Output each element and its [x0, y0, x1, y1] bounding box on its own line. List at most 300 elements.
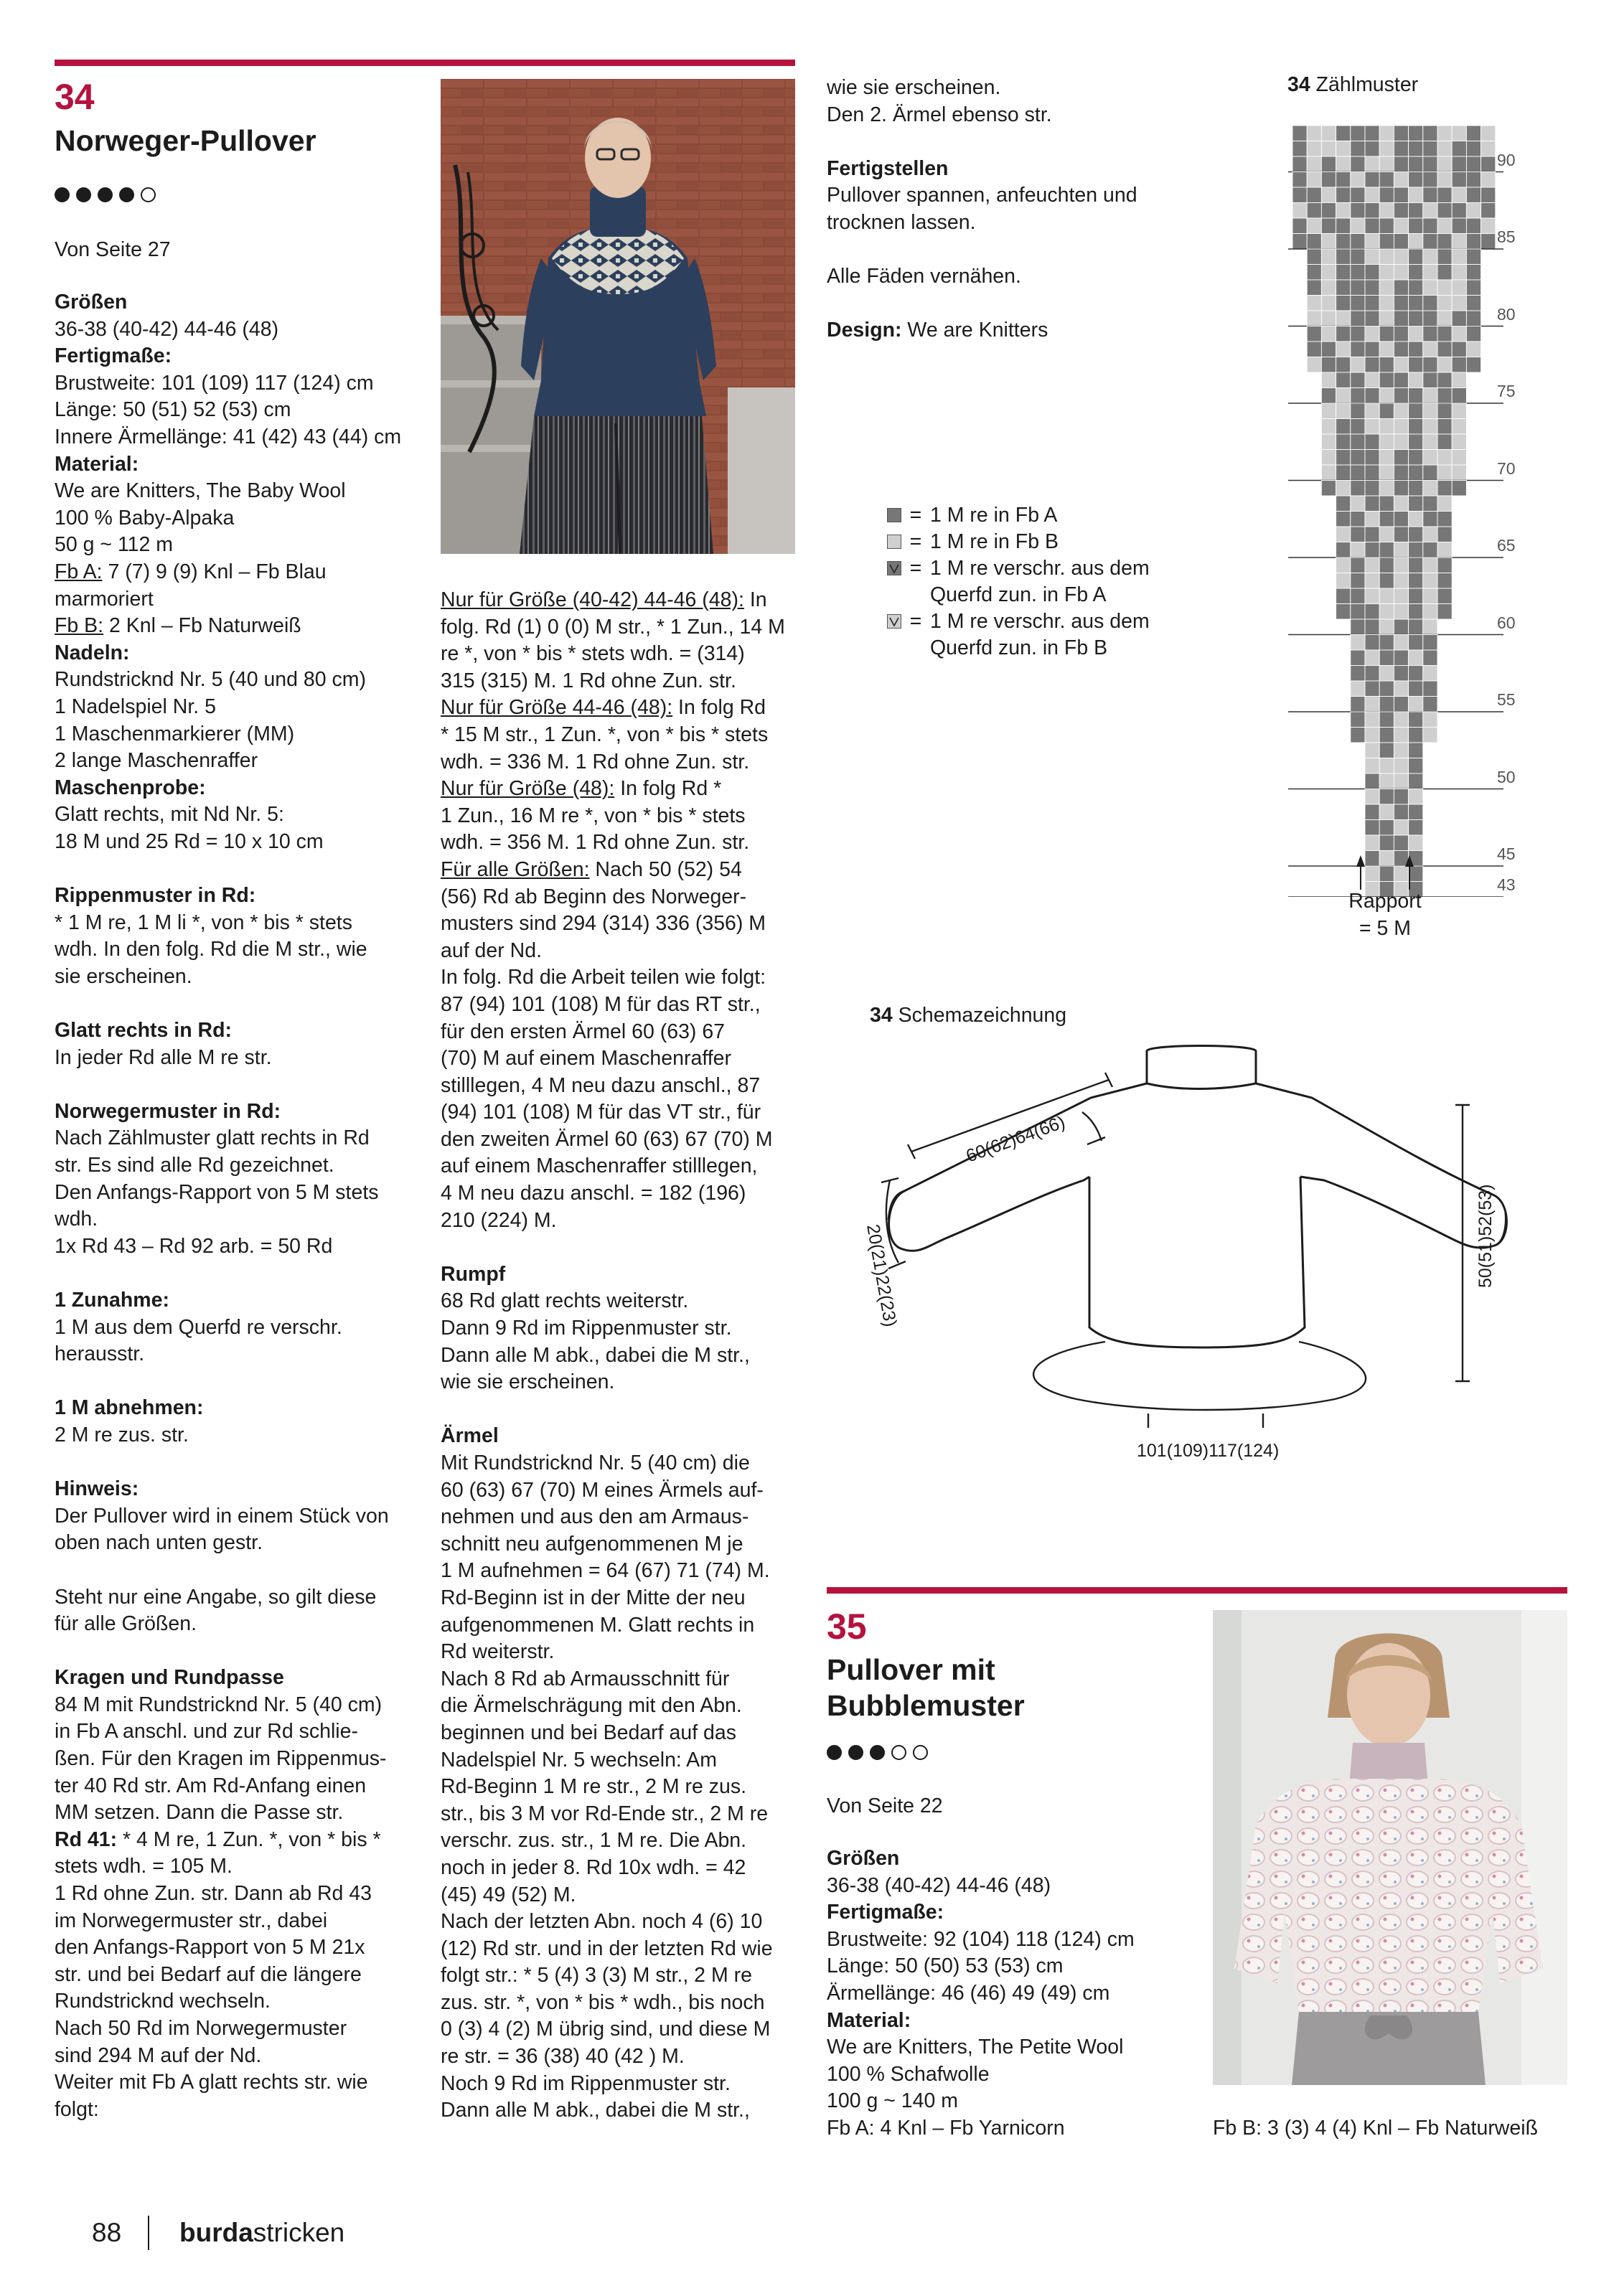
chart-cell	[1437, 218, 1452, 234]
chart-cell	[1394, 512, 1408, 527]
text: In	[743, 588, 767, 611]
text: zus. str. *, von * bis * wdh., bis noch	[441, 1990, 765, 2014]
photo-caption-35: Fb B: 3 (3) 4 (4) Knl – Fb Naturweiß	[1213, 2117, 1538, 2140]
size-qualifier: Nur für Größe (40-42) 44-46 (48):	[441, 588, 744, 611]
rating-dot-filled	[870, 1745, 885, 1760]
subheading	[827, 2008, 1200, 2035]
text-line	[441, 1315, 814, 1342]
size-qualifier: Fb B:	[55, 614, 104, 638]
chart-cell	[1351, 496, 1365, 512]
text-line	[441, 1827, 814, 1855]
chart-cell	[1423, 419, 1437, 435]
chart-cell	[1409, 326, 1423, 342]
subheading	[55, 451, 428, 479]
chart-cell	[1365, 249, 1379, 265]
chart-cell	[1336, 388, 1351, 404]
text: marmoriert	[55, 587, 154, 611]
chart-cell	[1351, 172, 1365, 188]
chart-cell	[1336, 342, 1351, 357]
text-line	[55, 1881, 428, 1908]
legend-item	[887, 502, 1224, 529]
text: sind 294 M auf der Nd.	[55, 2043, 262, 2067]
chart-cell	[1351, 635, 1365, 651]
chart-cell	[1321, 450, 1336, 466]
chart-cell	[1481, 141, 1496, 157]
text-line	[441, 1288, 814, 1315]
chart-cell	[1466, 187, 1480, 203]
chart-cell	[1394, 697, 1408, 712]
text-line	[441, 1531, 814, 1558]
text: 1 Zun., 16 M re *, von * bis * stets	[441, 804, 746, 827]
chart-cell	[1394, 758, 1408, 774]
text: folg. Rd (1) 0 (0) M str., * 1 Zun., 14 M	[441, 615, 785, 639]
chart-cell	[1409, 419, 1423, 435]
source-page-reference-35: Von Seite 22	[827, 1794, 943, 1817]
text: re str. = 36 (38) 40 (42 ) M.	[441, 2045, 685, 2069]
chart-cell	[1307, 141, 1321, 157]
text-line	[827, 2034, 1200, 2061]
colorwork-chart	[1288, 126, 1503, 897]
chart-cell	[1365, 481, 1379, 497]
subheading	[55, 289, 428, 316]
chart-cell	[1409, 465, 1423, 481]
chart-cell	[1365, 820, 1379, 836]
chart-cell	[1394, 712, 1408, 728]
chart-cell	[1336, 481, 1351, 497]
chart-cell	[1351, 141, 1365, 157]
chart-cell	[1379, 557, 1394, 573]
chart-label: Zählmuster	[1315, 73, 1419, 96]
chart-cell	[1481, 234, 1496, 250]
chart-cell	[1379, 804, 1394, 820]
chart-number: 34	[1287, 73, 1310, 96]
chart-cell	[1379, 234, 1394, 250]
chart-cell	[1351, 650, 1365, 666]
chart-cell	[1423, 681, 1437, 697]
spacer	[55, 1557, 428, 1584]
chart-cell	[1409, 666, 1423, 682]
chart-cell	[1437, 187, 1452, 203]
chart-cell	[1437, 156, 1452, 172]
chart-cell	[1409, 635, 1423, 651]
chart-cell	[1423, 588, 1437, 604]
chart-cell	[1409, 728, 1423, 743]
text: schnitt neu aufgenommenen M je	[441, 1532, 743, 1556]
text: Mit Rundstricknd Nr. 5 (40 cm) die	[441, 1452, 750, 1474]
chart-cell	[1351, 388, 1365, 404]
text: den zweiten Ärmel 60 (63) 67 (70) M	[441, 1127, 773, 1151]
chart-cell	[1351, 126, 1365, 141]
chart-cell	[1394, 666, 1408, 682]
section-divider	[55, 60, 795, 66]
text-line	[55, 397, 428, 424]
subheading	[827, 1899, 1200, 1926]
chart-cell	[1365, 773, 1379, 789]
chart-cell	[1321, 311, 1336, 326]
text-line	[441, 776, 814, 803]
text: 1 M aufnehmen = 64 (67) 71 (74) M.	[441, 1559, 770, 1583]
chart-cell	[1394, 635, 1408, 651]
text-line	[55, 559, 428, 586]
chart-cell	[1452, 249, 1466, 265]
chart-row-label: 75	[1497, 382, 1516, 400]
chart-cell	[1336, 465, 1351, 481]
text: * 4 M re, 1 Zun. *, von * bis *	[117, 1827, 381, 1851]
subheading	[55, 1665, 428, 1692]
increase-symbol-swatch	[887, 561, 901, 575]
schema-label-width: 101(109)117(124)	[1137, 1441, 1280, 1461]
text: ter 40 Rd str. Am Rd-Anfang einen	[55, 1774, 367, 1797]
text: die Ärmelschrägung mit den Abn.	[441, 1694, 742, 1718]
text-line	[441, 722, 814, 749]
chart-row-label: 70	[1497, 458, 1516, 478]
chart-cell	[1321, 357, 1336, 373]
chart-cell	[1379, 265, 1394, 281]
text-line	[441, 911, 814, 938]
chart-cell	[1365, 388, 1379, 404]
instructions-column-35	[827, 1845, 1200, 2142]
text: (70) M auf einem Maschenraffer	[441, 1047, 731, 1071]
text-line	[55, 1718, 428, 1746]
chart-cell	[1423, 465, 1437, 481]
chart-cell	[1292, 172, 1307, 188]
text: 60 (63) 67 (70) M eines Ärmels auf-	[441, 1478, 764, 1502]
chart-cell	[1437, 512, 1452, 527]
text: Fertigstellen	[827, 156, 949, 180]
text-line	[55, 505, 428, 532]
text: Nach 50 (52) 54	[589, 857, 742, 881]
chart-cell	[1409, 296, 1423, 311]
text: im Norwegermuster str., dabei	[55, 1909, 328, 1932]
chart-row-label: 90	[1497, 150, 1516, 169]
chart-cell	[1336, 573, 1351, 589]
text-line	[441, 1558, 814, 1585]
chart-cell	[1452, 156, 1466, 172]
text: auf einem Maschenraffer stilllegen,	[441, 1154, 758, 1178]
chart-cell	[1394, 372, 1408, 388]
chart-cell	[1379, 697, 1394, 712]
text-line	[827, 1980, 1200, 2008]
chart-row-labels	[1497, 126, 1540, 900]
text-line	[827, 2088, 1200, 2115]
chart-cell	[1394, 403, 1408, 419]
text-line	[55, 667, 428, 694]
rating-dot-filled	[827, 1745, 842, 1760]
text-line	[441, 803, 814, 830]
chart-cell	[1409, 126, 1423, 141]
text: Nach 8 Rd ab Armausschnitt für	[441, 1667, 730, 1690]
text: 36-38 (40-42) 44-46 (48)	[55, 317, 279, 341]
chart-cell	[1365, 542, 1379, 558]
subheading	[55, 343, 428, 370]
chart-cell	[1379, 758, 1394, 774]
text: beginnen und bei Bedarf auf das	[441, 1721, 736, 1744]
chart-cell	[1379, 573, 1394, 589]
chart-cell	[1394, 557, 1408, 573]
chart-cell	[1365, 681, 1379, 697]
text: wie sie erscheinen.	[441, 1370, 615, 1394]
chart-cell	[1437, 357, 1452, 373]
schema-label: Schemazeichnung	[898, 1004, 1067, 1027]
text: auf der Nd.	[441, 938, 542, 962]
chart-cell	[1394, 496, 1408, 512]
chart-cell	[1351, 512, 1365, 527]
chart-cell	[1307, 172, 1321, 188]
chart-cell	[1394, 588, 1408, 604]
schematic-drawing	[861, 1040, 1550, 1485]
chart-cell	[1307, 126, 1321, 141]
chart-cell	[1394, 650, 1408, 666]
chart-cell	[1321, 326, 1336, 342]
chart-cell	[1321, 372, 1336, 388]
chart-cell	[1351, 681, 1365, 697]
chart-cell	[1379, 820, 1394, 836]
chart-cell	[1336, 496, 1351, 512]
chart-cell	[1365, 326, 1379, 342]
chart-cell	[1409, 697, 1423, 712]
chart-cell	[1394, 804, 1408, 820]
legend-item	[887, 555, 1224, 608]
chart-cell	[1365, 743, 1379, 758]
chart-cell	[1379, 835, 1394, 851]
chart-cell	[1379, 773, 1394, 789]
chart-cell	[1379, 712, 1394, 728]
chart-cell	[1379, 126, 1394, 141]
text: wie sie erscheinen.	[827, 76, 1001, 99]
chart-cell	[1394, 296, 1408, 311]
text: Material:	[55, 452, 139, 476]
chart-cell	[1394, 542, 1408, 558]
text-line	[55, 1584, 428, 1612]
chart-cell	[1307, 218, 1321, 234]
chart-cell	[1292, 187, 1307, 203]
chart-cell	[1292, 126, 1307, 141]
chart-cell	[1437, 372, 1452, 388]
chart-cell	[1365, 588, 1379, 604]
subheading	[55, 640, 428, 667]
chart-cell	[1307, 156, 1321, 172]
text-line	[441, 1153, 814, 1180]
chart-cell	[1409, 743, 1423, 758]
chart-cell	[1365, 218, 1379, 234]
chart-cell	[1409, 342, 1423, 357]
text-line	[441, 2016, 814, 2043]
schema-label-cuff: 20(21)22(23)	[863, 1223, 901, 1329]
chart-cell	[1423, 342, 1437, 357]
chart-cell	[1423, 450, 1437, 466]
text: Fertigmaße:	[827, 1901, 944, 1924]
chart-cell	[1351, 604, 1365, 620]
chart-cell	[1321, 434, 1336, 450]
subheading	[55, 1287, 428, 1314]
text-line	[55, 586, 428, 613]
text-line	[441, 587, 814, 614]
chart-cell	[1452, 357, 1466, 373]
chart-cell	[1365, 203, 1379, 219]
subheading	[55, 1098, 428, 1126]
rating-dot-empty	[141, 187, 156, 202]
text: 100 g ~ 140 m	[827, 2089, 959, 2113]
text-line	[441, 857, 814, 884]
chart-cell	[1437, 280, 1452, 296]
chart-cell	[1379, 681, 1394, 697]
text: Rd-Beginn ist in der Mitte der neu	[441, 1586, 746, 1609]
chart-cell	[1336, 557, 1351, 573]
text-line	[55, 1341, 428, 1368]
chart-cell	[1409, 372, 1423, 388]
section-divider-2	[827, 1587, 1567, 1594]
chart-cell	[1336, 588, 1351, 604]
chart-cell	[1321, 141, 1336, 157]
chart-cell	[1321, 481, 1336, 497]
chart-cell	[1423, 635, 1437, 651]
subheading	[55, 1017, 428, 1045]
text: folgt:	[55, 2097, 99, 2121]
text: Maschenprobe:	[55, 776, 206, 799]
chart-cell	[1394, 265, 1408, 281]
chart-cell	[1379, 450, 1394, 466]
chart-cell	[1365, 141, 1379, 157]
size-qualifier: Für alle Größen:	[441, 857, 590, 881]
rating-dot-empty	[891, 1745, 906, 1760]
legend-equals: =	[909, 504, 922, 527]
chart-cell	[1336, 403, 1351, 419]
brand-logo	[179, 2219, 344, 2247]
chart-cell	[1409, 588, 1423, 604]
text: Größen	[827, 1847, 900, 1870]
text-line	[441, 1208, 814, 1235]
text-line	[55, 801, 428, 829]
chart-cell	[1365, 372, 1379, 388]
chart-cell	[1423, 512, 1437, 527]
text: (94) 101 (108) M für das VT str., für	[441, 1101, 761, 1124]
chart-cell	[1409, 804, 1423, 820]
text: Rippenmuster in Rd:	[55, 884, 256, 908]
text-line	[827, 102, 1200, 129]
chart-cell	[1423, 249, 1437, 265]
text: We are Knitters, The Baby Wool	[55, 479, 346, 503]
instructions-column-2	[441, 587, 814, 2125]
chart-cell	[1394, 835, 1408, 851]
text: 210 (224) M.	[441, 1208, 557, 1232]
text: 100 % Schafwolle	[827, 2062, 990, 2086]
text: 7 (7) 9 (9) Knl – Fb Blau	[102, 560, 327, 583]
chart-cell	[1409, 403, 1423, 419]
chart-cell	[1351, 450, 1365, 466]
text: Hinweis:	[55, 1477, 139, 1501]
text-line	[441, 1019, 814, 1046]
text: aufgenommenen M. Glatt rechts in	[441, 1613, 755, 1637]
chart-cell	[1452, 403, 1466, 419]
chart-cell	[1379, 203, 1394, 219]
text-line	[55, 478, 428, 505]
chart-cell	[1466, 342, 1480, 357]
chart-cell	[1394, 156, 1408, 172]
difficulty-rating	[55, 187, 156, 202]
text-line	[55, 2015, 428, 2043]
chart-cell	[1409, 187, 1423, 203]
chart-cell	[1365, 342, 1379, 357]
footer-divider	[148, 2216, 149, 2250]
text-line	[55, 316, 428, 344]
text: * 15 M str., 1 Zun. *, von * bis * stets	[441, 723, 769, 746]
chart-cell	[1423, 697, 1437, 712]
text-line	[441, 1369, 814, 1396]
chart-cell	[1321, 296, 1336, 311]
chart-cell	[1409, 542, 1423, 558]
chart-cell	[1394, 728, 1408, 743]
text-line	[827, 210, 1200, 237]
text: str., bis 3 M vor Rd-Ende str., 2 M re	[441, 1802, 769, 1825]
chart-cell	[1481, 126, 1496, 141]
chart-cell	[1379, 249, 1394, 265]
chart-cell	[1452, 203, 1466, 219]
chart-cell	[1466, 156, 1480, 172]
chart-cell	[1379, 465, 1394, 481]
chart-cell	[1423, 573, 1437, 589]
chart-cell	[1365, 650, 1379, 666]
chart-cell	[1466, 326, 1480, 342]
chart-cell	[1437, 542, 1452, 558]
chart-cell	[1423, 280, 1437, 296]
chart-cell	[1466, 126, 1480, 141]
size-qualifier: Nur für Größe (48):	[441, 777, 615, 801]
chart-cell	[1351, 403, 1365, 419]
text: für den ersten Ärmel 60 (63) 67	[441, 1020, 726, 1043]
text: 1 Rd ohne Zun. str. Dann ab Rd 43	[55, 1882, 372, 1906]
text: wdh.	[55, 1208, 98, 1231]
chart-cell	[1423, 728, 1437, 743]
text-line	[441, 1477, 814, 1505]
chart-cell	[1379, 403, 1394, 419]
chart-cell	[1379, 372, 1394, 388]
repeat-label-line-2: = 5 M	[1358, 916, 1412, 940]
legend-item	[887, 529, 1224, 555]
chart-cell	[1365, 357, 1379, 373]
chart-cell	[1351, 203, 1365, 219]
text: Brustweite: 101 (109) 117 (124) cm	[55, 371, 374, 395]
chart-cell	[1394, 172, 1408, 188]
chart-cell	[1409, 820, 1423, 836]
chart-cell	[1365, 527, 1379, 542]
chart-cell	[1452, 141, 1466, 157]
text: Dann alle M abk., dabei die M str.,	[441, 2099, 750, 2122]
chart-cell	[1394, 604, 1408, 620]
text: Größen	[55, 291, 128, 314]
text-line	[441, 1666, 814, 1693]
chart-cell	[1321, 342, 1336, 357]
text: herausstr.	[55, 1342, 145, 1366]
text-line	[441, 695, 814, 722]
chart-cell	[1336, 357, 1351, 373]
chart-cell	[1423, 156, 1437, 172]
chart-cell	[1409, 434, 1423, 450]
text-line	[55, 1962, 428, 1989]
chart-cell	[1423, 234, 1437, 250]
text: str. und bei Bedarf auf die längere	[55, 1962, 362, 1986]
text-line	[55, 1692, 428, 1719]
chart-cell	[1379, 357, 1394, 373]
text-line	[441, 668, 814, 695]
chart-cell	[1336, 311, 1351, 326]
schema-number: 34	[870, 1004, 893, 1027]
legend-text	[930, 502, 1057, 529]
chart-cell	[1423, 604, 1437, 620]
chart-cell	[1409, 172, 1423, 188]
chart-cell	[1394, 357, 1408, 373]
text: Brustweite: 92 (104) 118 (124) cm	[827, 1927, 1135, 1951]
chart-cell	[1466, 357, 1480, 373]
